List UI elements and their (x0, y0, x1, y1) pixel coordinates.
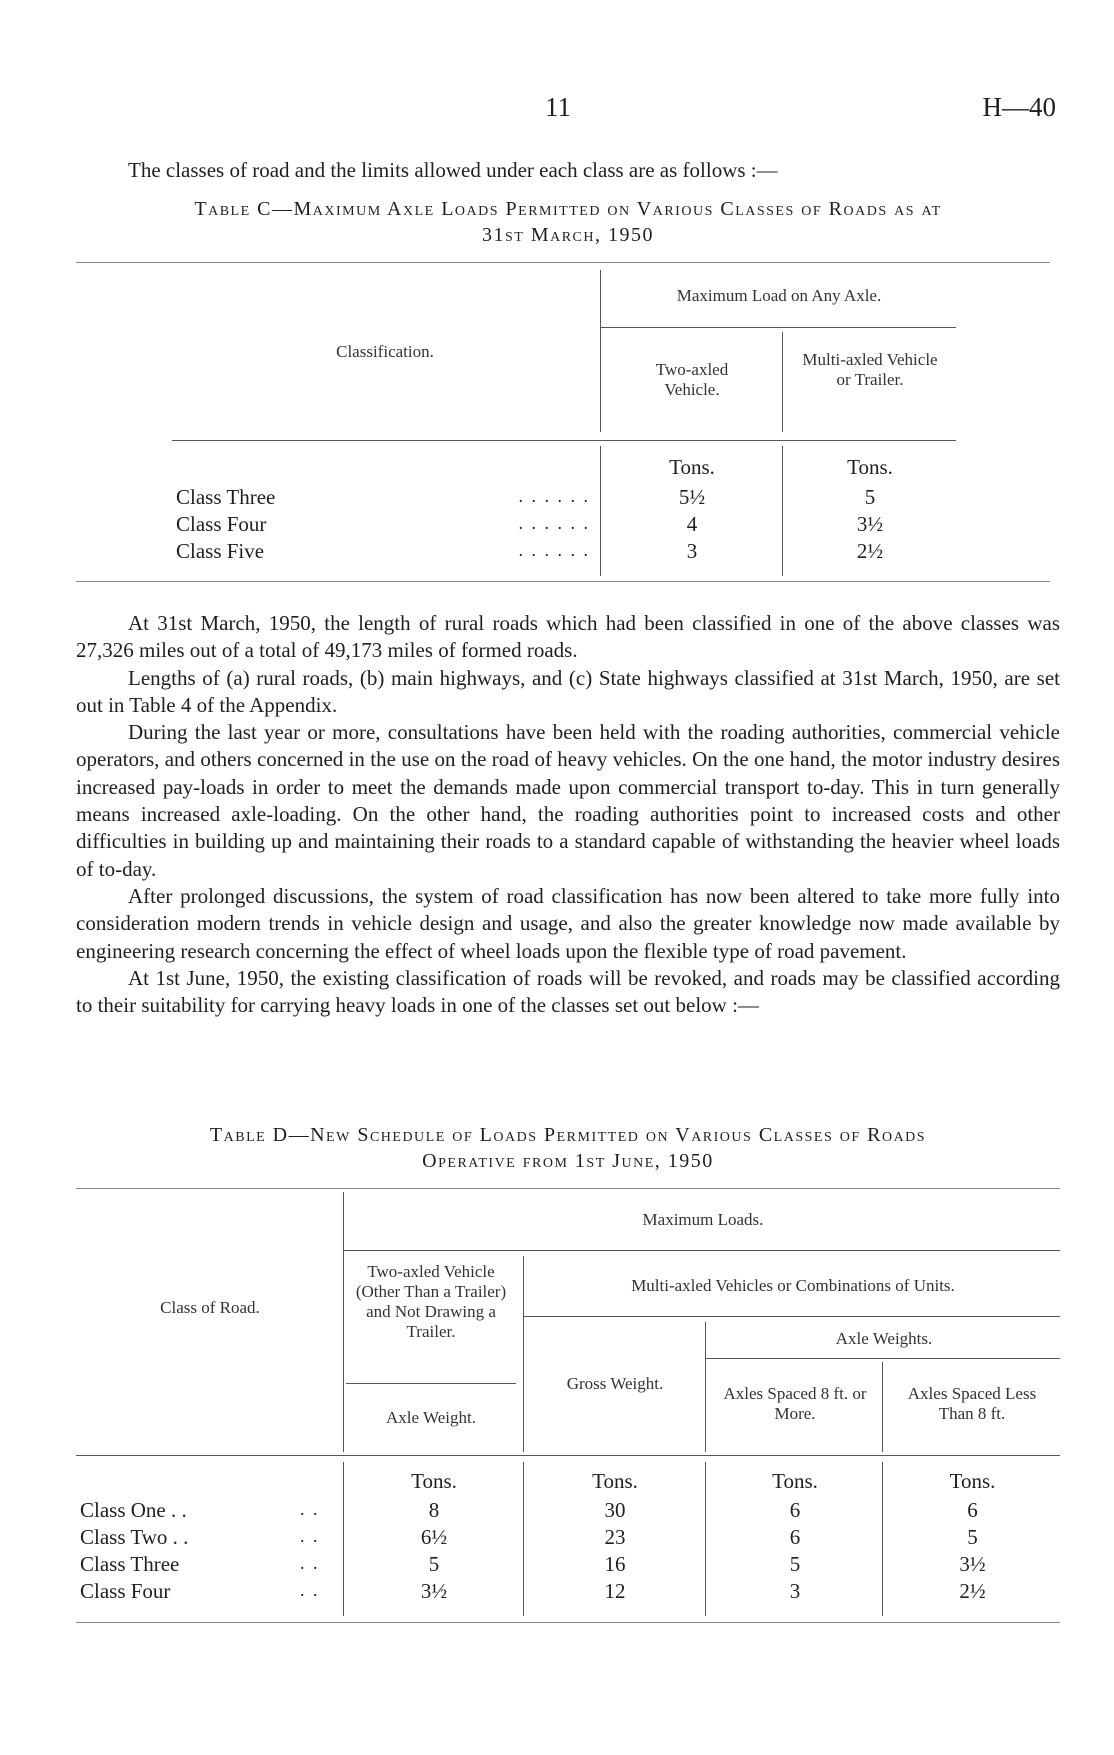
table-c-unit-two: Tons. (669, 455, 715, 479)
table-d-unit: Tons. (949, 1469, 996, 1493)
paragraph: At 1st June, 1950, the existing classification of roads will be revoked, and roads may be classified according to their suitability for carrying heavy loads in one of the classes set out below :— (76, 965, 1060, 1018)
table-c-title: Table C—Maximum Axle Loads Permitted on Various Classes of Roads as at (194, 198, 942, 220)
table-d-col-max-loads: Maximum Loads. (642, 1210, 764, 1229)
table-d-col-gross: Gross Weight. (566, 1374, 664, 1393)
paragraph: During the last year or more, consultations have been held with the roading authorities, commercial vehicle operators, and others concerned in the use on the road of heavy vehicles. On the one hand, the motor industry desires increased pay-loads in order to meet the demands made upon commercial transport to-day. This in turn generally means increased axle-loading. On the other hand, the roading authorities point to increased costs and other difficulties in building up and maintaining their roads to a standard capable of withstanding the heavier wheel loads of to-day. (76, 720, 1060, 881)
table-c-col-two-axled: Two-axled Vehicle. (655, 360, 729, 399)
table-c-unit-multi: Tons. (847, 455, 893, 479)
table-d-col-spaced-8: Axles Spaced 8 ft. or More. (723, 1384, 867, 1423)
paragraph: Lengths of (a) rural roads, (b) main highways, and (c) State highways classified at 31st March, 1950, are set out in Table 4 of the Appendix. (76, 665, 1060, 717)
table-d-unit: Tons. (772, 1469, 818, 1493)
table-d-col-multi: Multi-axled Vehicles or Combinations of Units. (631, 1276, 955, 1295)
table-d-subtitle: Operative from 1st June, 1950 (422, 1150, 714, 1172)
table-d-col-class: Class of Road. (160, 1298, 260, 1317)
table-d-col-axle-weights: Axle Weights. (835, 1329, 933, 1348)
paragraph: After prolonged discussions, the system of road classification has now been altered to take more fully into consideration modern trends in vehicle design and usage, and also the greater knowledge now made available by engineering research concerning the effect of wheel loads upon the flexible type of road pavement. (76, 883, 1060, 963)
table-d-col-spaced-less: Axles Spaced Less Than 8 ft. (907, 1384, 1037, 1423)
table-d-title: Table D—New Schedule of Loads Permitted on Various Classes of Roads (209, 1124, 927, 1146)
document-page: 11 H—40 The classes of road and the limits allowed under each class are as follows :— Table C—Maximum Axle Loads Permitted on Various Classes of Roads as at 31st March, 1950 Classification. Maximum Load on Any Axle. Two-axled Vehicle. Multi-axled Vehicle or Trailer. Tons. Tons. Class Three . . . . . . 5½ 5 Class Four . . . . . . 4 3½ Class Five . . . . . . 3 2½ At 31st March, 1950, the length of rural roads which had been classified in one of the above classes was 27,326 miles out of a total of 49,173 miles of formed roads. Lengths of (a) rural roads, (b) main highways, and (c) State highways classified at 31st March, 1950, are set out in Table 4 of the Appendix. During the last year or more, consultations have been held with the roading authorities, commercial vehicle operators, and others concerned in the use on the road of heavy vehicles. On the one hand, the motor industry desires increased pay-loads in order to meet the demands made upon commercial transport to-day. This in turn generally means increased axle-loading. On the other hand, the roading authorities point to increased costs and other difficulties in building up and maintaining their roads to a standard capable of withstanding the heavier wheel loads of to-day. After prolonged discussions, the system of road classification has now been altered to take more fully into consideration modern trends in vehicle design and usage, and also the greater knowledge now made available by engineering research concerning the effect of wheel loads upon the flexible type of road pavement. At 1st June, 1950, the existing classification of roads will be revoked, and roads may be classified according to their suitability for carrying heavy loads in one of the classes set out below :— Table D—New Schedule of Loads Permitted on Various Classes of Roads Operative from 1st June, 1950 Class of Road. Maximum Loads. Two-axled Vehicle (Other Than a Trailer) and Not Drawing a Trailer. Axle Weight. Multi-axled Vehicles or Combinations of Units. Gross Weight. Axle Weights. Axles Spaced 8 ft. or More. Axles Spaced Less Than 8 ft. Tons. Tons. Tons. Tons. Class One . . . . 8 30 6 6 Class Two . . . . 6½ 23 6 5 Class Three . . 5 16 5 3½ Class Four . . 3½ 12 3 2½ (0, 0, 1114, 1755)
table-d-col-two-axled: Two-axled Vehicle (Other Than a Trailer) and Not Drawing a Trailer. (355, 1262, 507, 1341)
page-number: 11 (545, 92, 571, 122)
table-d-col-axle-weight: Axle Weight. (386, 1408, 476, 1427)
table-d-unit: Tons. (592, 1469, 638, 1493)
table-c-col-multi-axled: Multi-axled Vehicle or Trailer. (802, 350, 938, 389)
body-text (76, 610, 1060, 1019)
table-c-col-classification: Classification. (336, 342, 434, 361)
table-c-col-max-load: Maximum Load on Any Axle. (676, 286, 882, 305)
intro-text: The classes of road and the limits allowed under each class are as follows :— (128, 158, 778, 182)
table-d-unit: Tons. (411, 1469, 457, 1493)
document-reference: H—40 (982, 92, 1056, 122)
table-c-subtitle: 31st March, 1950 (481, 224, 655, 246)
paragraph: At 31st March, 1950, the length of rural roads which had been classified in one of the above classes was 27,326 miles out of a total of 49,173 miles of formed roads. (76, 611, 1060, 663)
